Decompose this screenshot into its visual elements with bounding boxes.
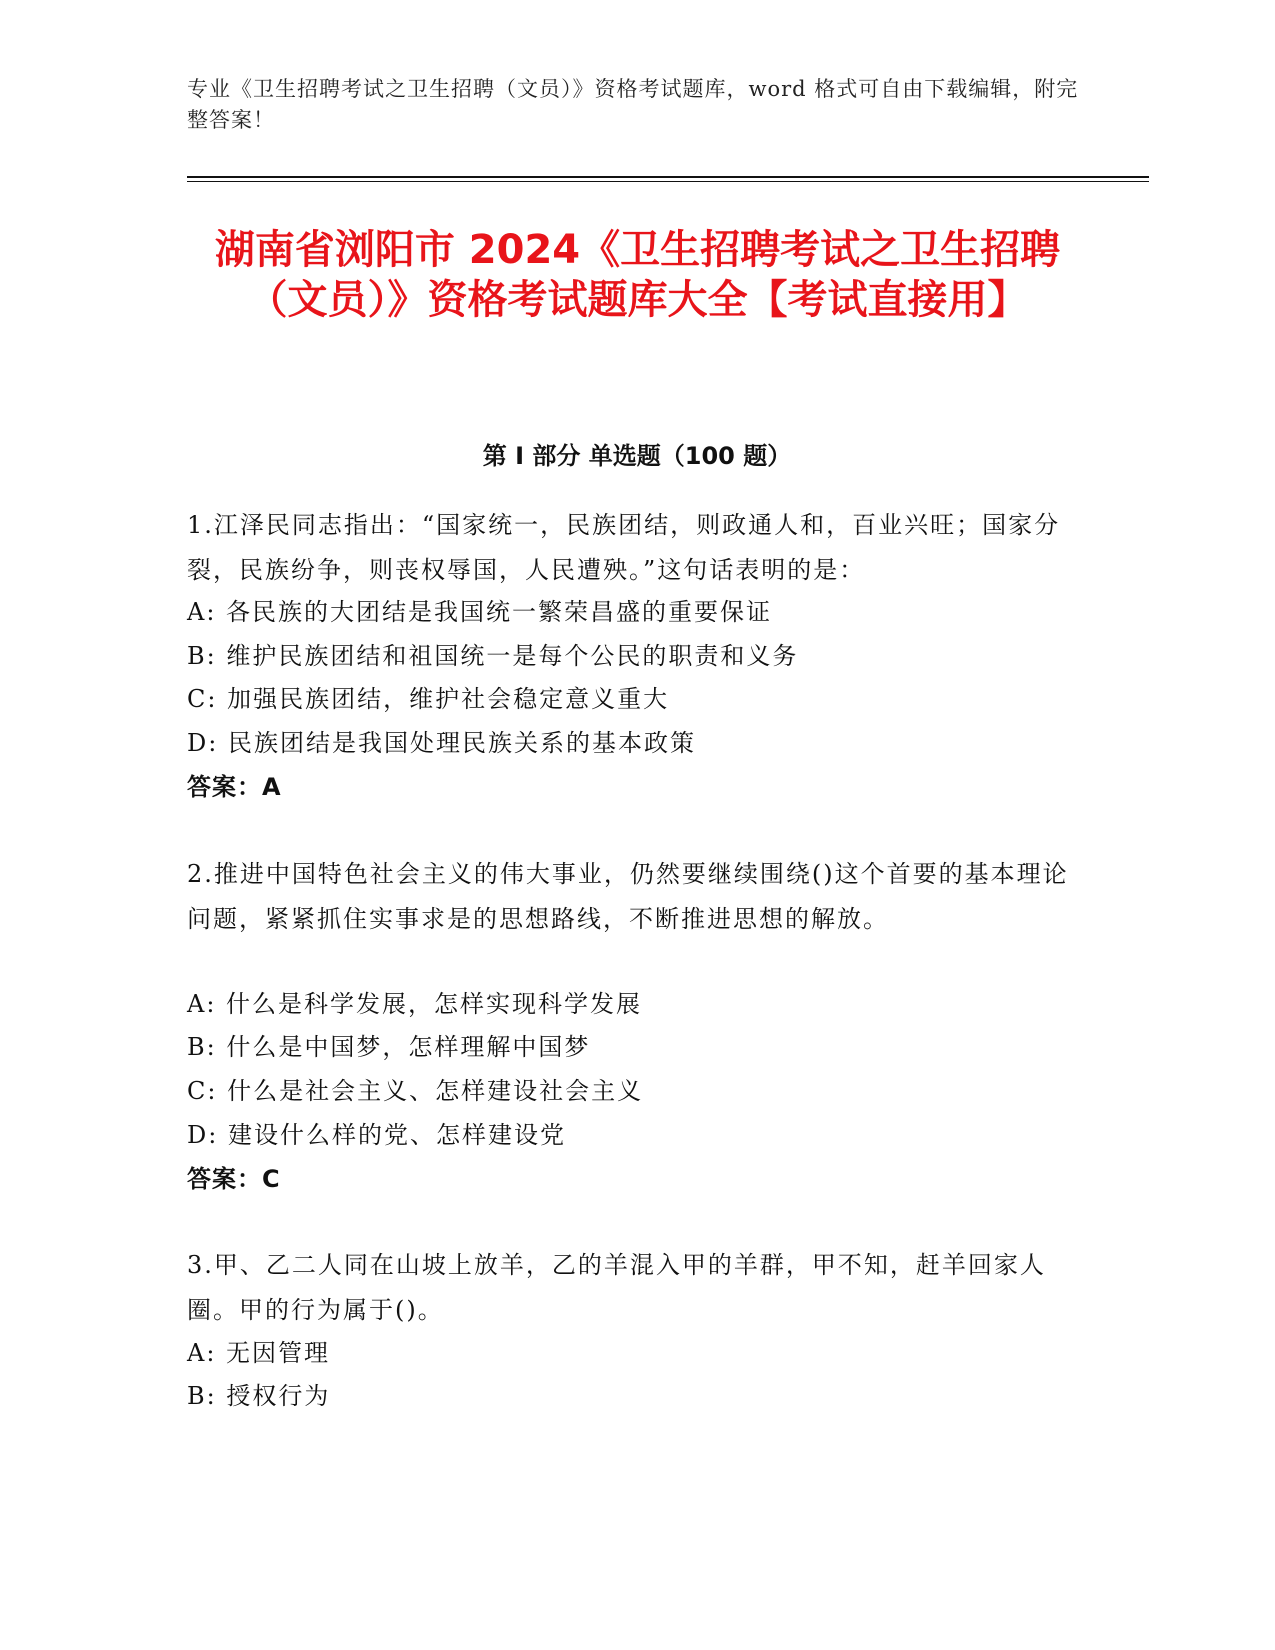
question-1-text: 1.江泽民同志指出：“国家统一，民族团结，则政通人和，百业兴旺；国家分裂，民族纷争，则丧权辱国，人民遭殃。”这句话表明的是： — [187, 511, 1061, 584]
header-divider-thick — [187, 176, 1149, 178]
question-2-answer: 答案：C — [187, 1165, 281, 1193]
question-3-option-b: B: 授权行为 — [187, 1382, 331, 1410]
question-1-option-a: A: 各民族的大团结是我国统一繁荣昌盛的重要保证 — [187, 598, 773, 626]
question-1-option-b: B: 维护民族团结和祖国统一是每个公民的职责和义务 — [187, 642, 799, 670]
question-3-option-a: A: 无因管理 — [187, 1339, 331, 1367]
question-2-option-c: C: 什么是社会主义、怎样建设社会主义 — [187, 1077, 644, 1105]
question-3-text: 3.甲、乙二人同在山坡上放羊，乙的羊混入甲的羊群，甲不知，赶羊回家人圈。甲的行为属于()。 — [187, 1251, 1046, 1324]
header-divider-thin — [187, 181, 1149, 182]
question-1-answer: 答案：A — [187, 773, 282, 801]
question-2-option-d: D: 建设什么样的党、怎样建设党 — [187, 1121, 566, 1149]
section-heading: 第 I 部分 单选题（100 题） — [482, 442, 792, 470]
question-2-text: 2.推进中国特色社会主义的伟大事业，仍然要继续围绕()这个首要的基本理论问题，紧紧抓住实事求是的思想路线，不断推进思想的解放。 — [187, 860, 1069, 933]
question-1-option-d: D: 民族团结是我国处理民族关系的基本政策 — [187, 729, 696, 757]
question-1-option-c: C: 加强民族团结，维护社会稳定意义重大 — [187, 685, 670, 713]
header-note: 专业《卫生招聘考试之卫生招聘（文员）》资格考试题库，word 格式可自由下载编辑，附完整答案！ — [187, 77, 1079, 132]
question-2-option-a: A: 什么是科学发展，怎样实现科学发展 — [187, 990, 643, 1018]
question-2-option-b: B: 什么是中国梦，怎样理解中国梦 — [187, 1033, 591, 1061]
document-title: 湖南省浏阳市 2024《卫生招聘考试之卫生招聘（文员）》资格考试题库大全【考试直接用】 — [214, 227, 1061, 323]
